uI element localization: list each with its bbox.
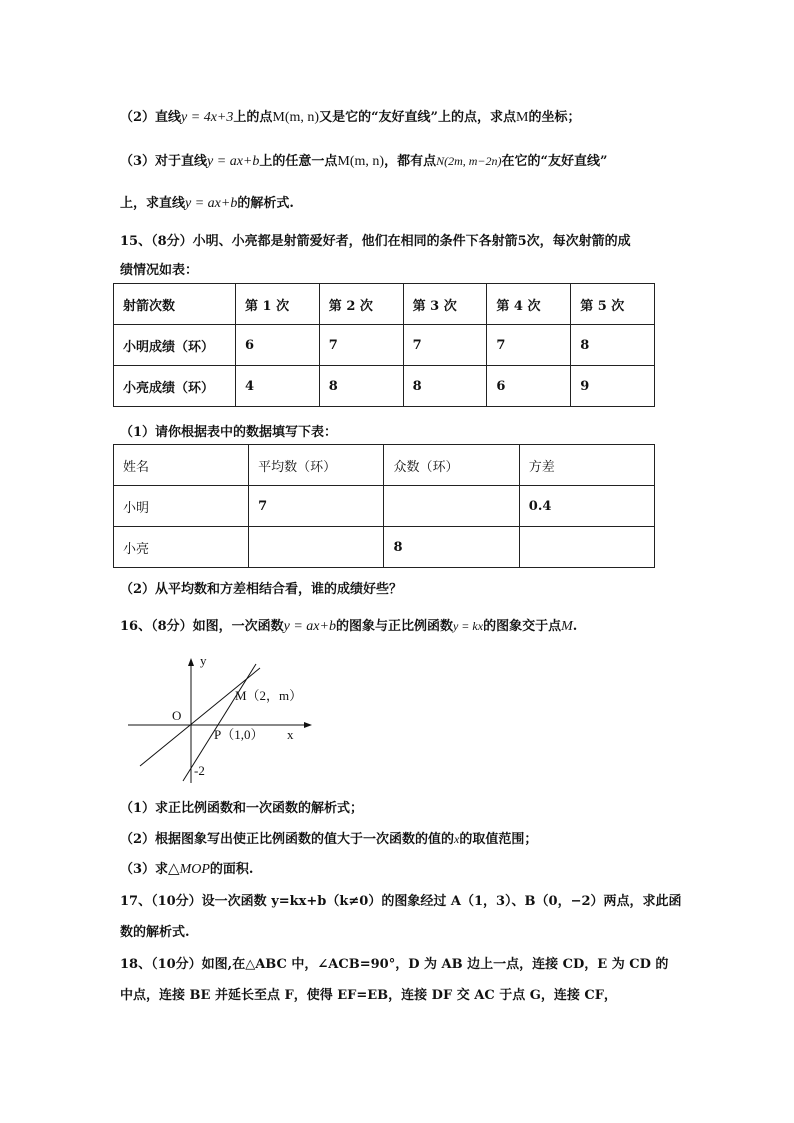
point-label: M(m, n) <box>337 154 385 169</box>
table-cell: 6 <box>487 366 571 407</box>
intercept-label: -2 <box>194 763 205 778</box>
table-header-cell: 方差 <box>519 445 654 486</box>
statistics-table <box>113 444 655 568</box>
q14-part2-text: 的坐标； <box>528 110 581 125</box>
point-label: M <box>561 619 573 634</box>
table-cell: 9 <box>571 366 655 407</box>
point-label: M(m, n) <box>272 110 320 125</box>
table-cell: 小亮 <box>114 527 249 568</box>
table-header-cell: 姓名 <box>114 445 249 486</box>
table-header-cell: 第 5 次 <box>571 284 655 325</box>
origin-label: O <box>172 708 182 723</box>
table-cell: 4 <box>236 366 320 407</box>
x-axis-arrow-icon <box>304 722 312 728</box>
q14-part3 <box>120 150 607 170</box>
table-cell: 6 <box>236 325 320 366</box>
point-label: M <box>516 110 529 125</box>
formula: y = 4x+3 <box>181 110 234 125</box>
table-row <box>114 366 655 407</box>
q14-part3-text: 在它的“友好直线” <box>501 154 608 169</box>
q17-stem-line2: 数的解析式. <box>120 925 190 940</box>
table-cell <box>519 527 654 568</box>
q16-sub3-text: （3）求 <box>120 862 169 877</box>
q14-part2 <box>120 106 581 126</box>
formula: y = ax+b <box>185 196 238 211</box>
table-row <box>114 527 655 568</box>
table-cell: 小明 <box>114 486 249 527</box>
point-p-label: P（1,0） <box>214 727 264 742</box>
formula: y = kx <box>452 619 484 633</box>
q15-stem-line1: 15、（8分）小明、小亮都是射箭爱好者，他们在相同的条件下各射箭5次，每次射箭的成 <box>120 234 631 249</box>
proportional-function-line <box>140 668 260 766</box>
q14-part2-text: （2）直线 <box>120 110 182 125</box>
table-row <box>114 486 655 527</box>
table-cell: 8 <box>571 325 655 366</box>
q15-sub1: （1）请你根据表中的数据填写下表： <box>120 425 338 440</box>
q18-stem-line2: 中点，连接 BE 并延长至点 F，使得 EF=EB，连接 DF 交 AC 于点 G，连接 CF， <box>120 988 617 1003</box>
q16-stem-text: 16、（8分）如图，一次函数 <box>120 619 284 634</box>
q16-stem-text: 的图象与正比例函数 <box>335 619 453 634</box>
triangle-symbol: △ <box>168 859 180 877</box>
q16-sub1: （1）求正比例函数和一次函数的解析式； <box>120 801 364 816</box>
y-axis-arrow-icon <box>188 658 194 666</box>
table-header-cell: 射箭次数 <box>114 284 236 325</box>
point-label: N(2m, m−2n) <box>436 154 502 168</box>
table-header-cell: 众数（环） <box>384 445 519 486</box>
q14-part3-continued <box>120 192 294 212</box>
table-cell: 小明成绩（环） <box>114 325 236 366</box>
function-graph-figure <box>120 648 340 788</box>
table-header-cell: 第 2 次 <box>319 284 403 325</box>
table-cell: 8 <box>403 366 487 407</box>
triangle-name: MOP <box>179 862 210 877</box>
table-cell: 8 <box>384 527 519 568</box>
q14-part3-text: 上的任意一点 <box>259 154 338 169</box>
table-cell: 7 <box>319 325 403 366</box>
q16-sub2-text: （2）根据图象写出使正比例函数的值大于一次函数的值的 <box>120 832 455 847</box>
point-m-label: M（2，m） <box>235 688 303 703</box>
table-cell: 7 <box>403 325 487 366</box>
q16-sub3-text: 的面积. <box>209 862 254 877</box>
q15-sub2: （2）从平均数和方差相结合看，谁的成绩好些？ <box>120 582 403 597</box>
q16-sub3 <box>120 858 253 878</box>
y-axis-label: y <box>200 653 207 668</box>
table-cell: 8 <box>319 366 403 407</box>
table-cell <box>249 527 384 568</box>
q15-stem-line2: 绩情况如表： <box>120 263 199 278</box>
table-cell: 7 <box>487 325 571 366</box>
formula: y = ax+b <box>283 619 336 634</box>
table-header-cell: 平均数（环） <box>249 445 384 486</box>
scores-table <box>113 283 655 407</box>
table-header-row <box>114 284 655 325</box>
table-cell <box>384 486 519 527</box>
q14-part3-text: 的解析式. <box>237 196 294 211</box>
q17-stem-line1: 17、（10分）设一次函数 y=kx+b（k≠0）的图象经过 A（1，3）、B（0，−2）两点，求此函 <box>120 894 682 909</box>
q14-part2-text: 又是它的“友好直线”上的点，求点 <box>319 110 517 125</box>
q18-stem-line1: 18、（10分）如图,在△ABC 中，∠ACB=90°，D 为 AB 边上一点，连接 CD，E 为 CD 的 <box>120 957 669 972</box>
variable: x <box>454 832 460 846</box>
q14-part2-text: 上的点 <box>233 110 273 125</box>
table-header-row <box>114 445 655 486</box>
formula: y = ax+b <box>207 154 260 169</box>
table-header-cell: 第 3 次 <box>403 284 487 325</box>
x-axis-label: x <box>287 727 294 742</box>
q14-part3-text: （3）对于直线 <box>120 154 208 169</box>
q16-sub2 <box>120 828 537 847</box>
q16-sub2-text: 的取值范围； <box>459 832 538 847</box>
table-cell: 0.4 <box>519 486 654 527</box>
q16-stem-text: . <box>572 619 578 634</box>
table-header-cell: 第 1 次 <box>236 284 320 325</box>
table-row <box>114 325 655 366</box>
table-header-cell: 第 4 次 <box>487 284 571 325</box>
q14-part3-text: 上，求直线 <box>120 196 186 211</box>
table-cell: 小亮成绩（环） <box>114 366 236 407</box>
q14-part3-text: ，都有点 <box>384 154 437 169</box>
q16-stem-text: 的图象交于点 <box>483 619 562 634</box>
table-cell: 7 <box>249 486 384 527</box>
q16-stem <box>120 615 577 635</box>
